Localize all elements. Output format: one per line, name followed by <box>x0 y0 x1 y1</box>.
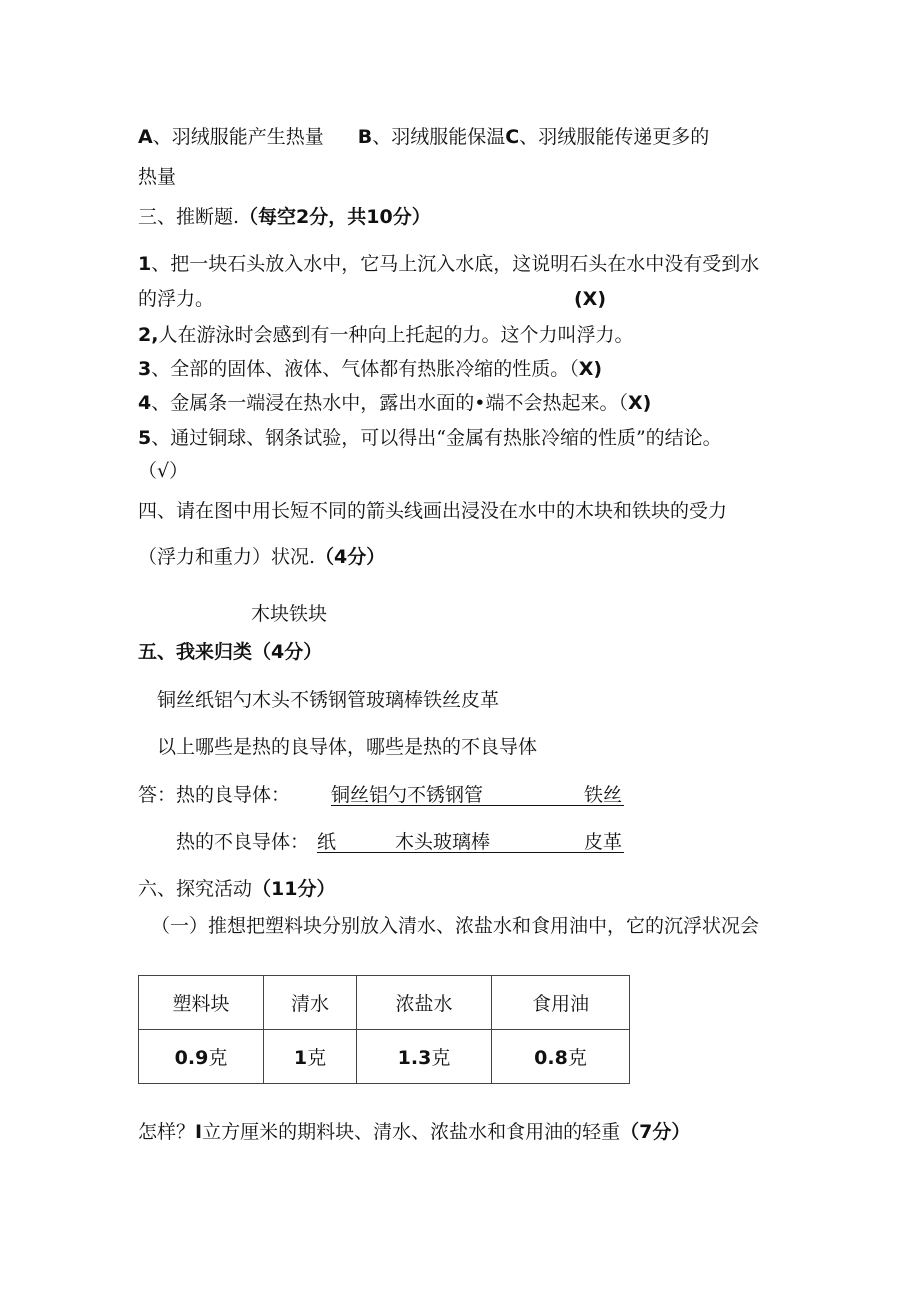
good-conductor-label: 答：热的良导体： <box>138 784 291 806</box>
question-1-line2: 的浮力。 <box>138 288 215 310</box>
section-3-score: （每空2分，共10分） <box>239 206 431 228</box>
section-4-score: （4分） <box>315 546 386 568</box>
bad-conductor-label: 热的不良导体： <box>176 831 310 853</box>
continued-text: 立方厘米的期料块、清水、浓盐水和食用油的轻重 <box>202 1121 621 1143</box>
section-6-heading <box>138 876 335 902</box>
question-2-number: 2, <box>138 324 159 346</box>
question-1-line1 <box>138 251 759 277</box>
good-conductor-answer-1: 铜丝铝勺不锈钢管 <box>331 784 484 806</box>
option-c-text: 、羽绒服能传递更多的 <box>519 126 710 148</box>
table-header-plastic: 塑料块 <box>139 976 264 1030</box>
question-5-text: 、通过铜球、钢条试验，可以得出“金属有热胀冷缩的性质”的结论。 <box>151 427 722 449</box>
good-conductor-underline <box>331 805 624 806</box>
subquestion-1: （一）推想把塑料块分别放入清水、浓盐水和食用油中，它的沉浮状况会 <box>151 915 760 937</box>
option-line-continued: 热量 <box>138 166 177 188</box>
table-cell-plastic: 0.9克 <box>139 1030 264 1084</box>
option-a-text: 、羽绒服能产生热量 <box>152 126 324 148</box>
option-b-letter: B <box>357 126 373 148</box>
section-4-line2 <box>138 544 385 570</box>
table-cell-brine: 1.3克 <box>357 1030 492 1084</box>
question-4 <box>138 390 651 416</box>
bad-conductor-underline <box>317 852 624 853</box>
option-c-letter: C <box>505 126 520 148</box>
section-6-title: 六、探究活动 <box>138 878 253 900</box>
bad-conductor-answer-2: 木头玻璃棒 <box>395 831 491 853</box>
figure-labels: 木块铁块 <box>251 603 328 625</box>
option-line <box>138 124 709 150</box>
section-5-heading <box>138 639 322 665</box>
table-header-water: 清水 <box>264 976 357 1030</box>
question-2-text: 人在游泳时会感到有一种向上托起的力。这个力叫浮力。 <box>158 324 634 346</box>
good-conductor-answer-2: 铁丝 <box>584 784 623 806</box>
table-cell-water: 1克 <box>264 1030 357 1084</box>
question-5-answer: （√） <box>138 460 189 482</box>
section-6-score: （11分） <box>252 878 336 900</box>
question-4-text: 、金属条一端浸在热水中，露出水面的•端不会热起来。（ <box>151 392 628 414</box>
table-value-row <box>139 1030 630 1084</box>
table-header-row <box>139 976 630 1030</box>
option-a-letter: A <box>138 126 153 148</box>
table-header-brine: 浓盐水 <box>357 976 492 1030</box>
question-3-number: 3 <box>138 358 152 380</box>
subquestion-1-continued <box>138 1119 690 1145</box>
continued-number: I <box>195 1121 203 1143</box>
question-3 <box>138 356 602 382</box>
weight-table <box>138 975 630 1084</box>
option-b-text: 、羽绒服能保温 <box>372 126 506 148</box>
question-3-text: 、全部的固体、液体、气体都有热胀冷缩的性质。（ <box>151 358 579 380</box>
question-4-answer: X) <box>627 392 652 414</box>
question-5 <box>138 425 722 451</box>
bad-conductor-answer-1: 纸 <box>317 831 337 853</box>
material-list: 铜丝纸铝勺木头不锈钢管玻璃棒铁丝皮革 <box>157 689 500 711</box>
question-5-number: 5 <box>138 427 152 449</box>
section-3-title: 三、推断题. <box>138 206 240 228</box>
question-1-text: 、把一块石头放入水中，它马上沉入水底，这说明石头在水中没有受到水 <box>151 253 760 275</box>
table-header-oil: 食用油 <box>492 976 630 1030</box>
continued-score: （7分） <box>620 1121 691 1143</box>
section-4-text: （浮力和重力）状况. <box>138 546 316 568</box>
table-cell-oil: 0.8克 <box>492 1030 630 1084</box>
section-5-title: 五、我来归类 <box>138 641 253 663</box>
question-1-answer: (X) <box>574 288 607 310</box>
question-1-number: 1 <box>138 253 152 275</box>
section-5-score: （4分） <box>252 641 323 663</box>
question-3-answer: X) <box>578 358 603 380</box>
classification-question: 以上哪些是热的良导体，哪些是热的不良导体 <box>157 736 538 758</box>
question-4-number: 4 <box>138 392 152 414</box>
bad-conductor-answer-3: 皮革 <box>584 831 623 853</box>
continued-prefix: 怎样？ <box>138 1121 196 1143</box>
section-4-line1: 四、请在图中用长短不同的箭头线画出浸没在水中的木块和铁块的受力 <box>138 500 728 522</box>
question-2 <box>138 322 633 348</box>
section-3-heading <box>138 204 431 230</box>
